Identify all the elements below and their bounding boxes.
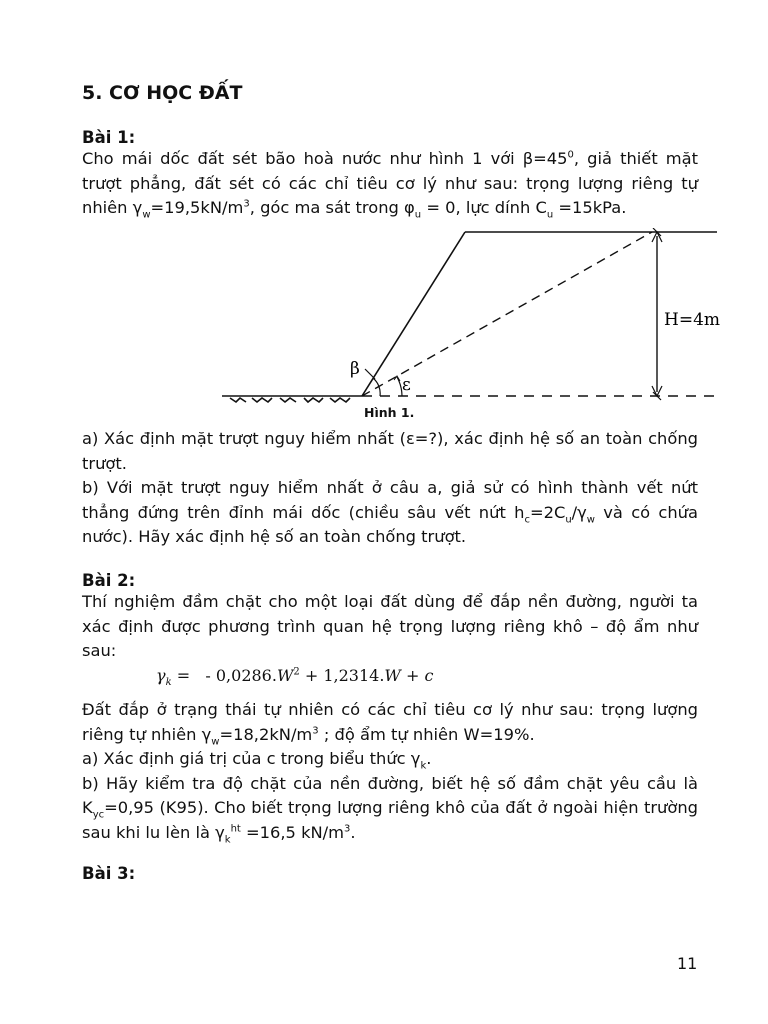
page-number: 11 [677,954,698,973]
bai3-heading: Bài 3: [82,864,136,883]
height-label: H=4m [664,310,721,330]
bai2-question-b: b) Hãy kiểm tra độ chặt của nền đường, biết hệ số đầm chặt yêu cầu là $K_{yc}=0,95$ (K95). Cho biết trọng lượng riêng khô của đất ở ngoài hiện trường sau khi lu lèn là $\gamma_k^{ht} =16,5$ $kN/m^3$. [82,773,698,846]
beta-label: β [350,359,360,379]
bai2-block [82,571,698,664]
bai1-block [82,128,698,221]
slope-figure [222,228,722,408]
bai2-paragraph: Đất đắp ở trạng thái tự nhiên có các chỉ tiêu cơ lý như sau: trọng lượng riêng tự nhiên $\gamma_w=18,2kN/m^3$ ; độ ẩm tự nhiên W=19%. [82,700,698,747]
bai1-heading: Bài 1: [82,128,136,147]
epsilon-label: ε [402,375,411,395]
ground-hatch [222,396,362,402]
bai1-questions [82,427,698,550]
bai2-body [82,698,698,846]
bai3-block [82,864,698,883]
bai1-question-b: b) Với mặt trượt nguy hiểm nhất ở câu a, giả sử có hình thành vết nứt thẳng đứng trên đỉnh mái dốc (chiều sâu vết nứt $h_c=2C_u/\gamma_w$ và có chứa nước). Hãy xác định hệ số an toàn chống trượt. [82,478,698,547]
bai2-question-a: a) Xác định giá trị của c trong biểu thức $\gamma_k$. [82,749,432,772]
bai2-heading: Bài 2: [82,571,136,590]
section-title: 5. CƠ HỌC ĐẤT [82,82,243,104]
slope-face [362,232,465,396]
bai2-intro: Thí nghiệm đầm chặt cho một loại đất dùng để đắp nền đường, người ta xác định được phương trình quan hệ trọng lượng riêng khô – độ ẩm như sau: [82,592,698,661]
compaction-formula: $\gamma_k$ = - $0,0286.W^2 + 1,2314.W + c$ [156,666,434,689]
figure-caption: Hình 1. [364,405,415,420]
slip-plane [362,232,652,396]
bai1-question-a: a) Xác định mặt trượt nguy hiểm nhất (ε=?), xác định hệ số an toàn chống trượt. [82,429,698,473]
bai1-intro: Cho mái dốc đất sét bão hoà nước như hình 1 với $\beta=45^0$, giả thiết mặt trượt phẳng, đất sét có các chỉ tiêu cơ lý như sau: trọng lượng riêng tự nhiên $\gamma_w=19,5kN/m^3$, góc ma sát trong $\varphi_u = 0$, lực dính $C_u =15kPa$. [82,149,698,221]
